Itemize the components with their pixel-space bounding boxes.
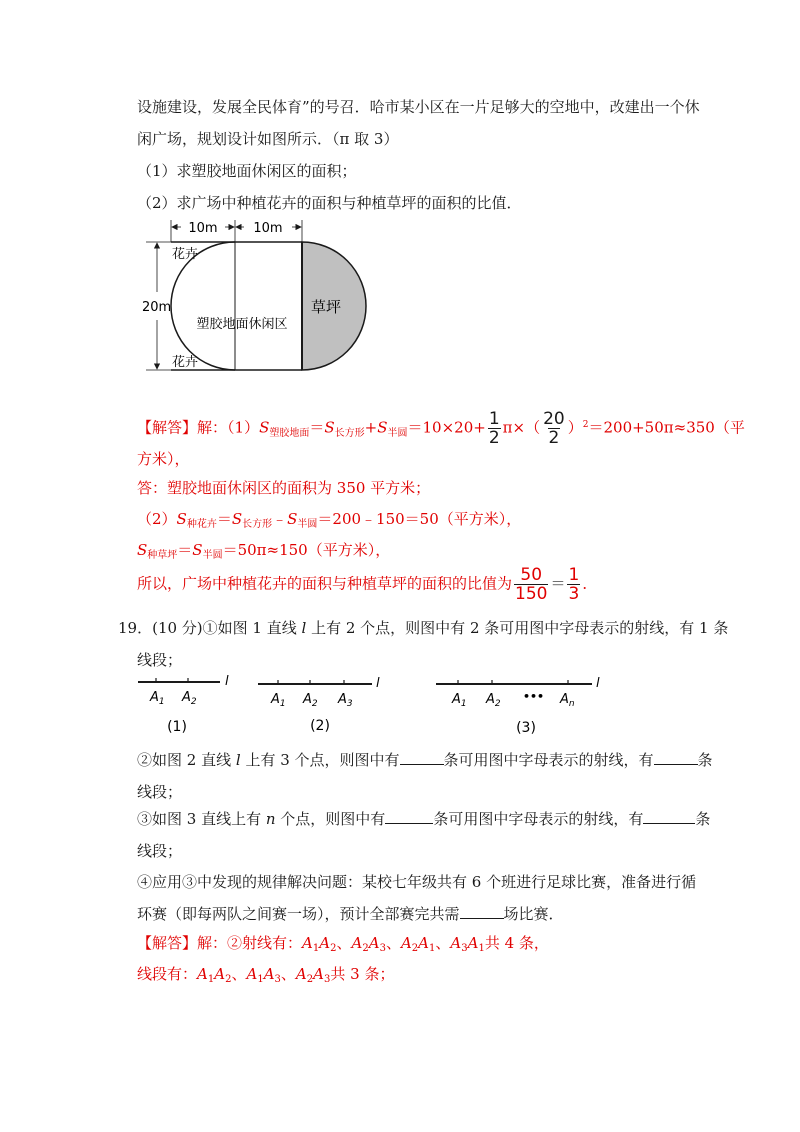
- math-sub: 半圆: [202, 550, 223, 561]
- math-var: A: [197, 965, 208, 983]
- math-sub: 1: [207, 974, 215, 985]
- segments-label: 线段有：: [137, 965, 198, 983]
- frac-num: 50: [520, 565, 543, 585]
- math-text: +: [364, 418, 378, 437]
- fraction-50-150: [514, 566, 548, 603]
- svg-text:A2: $A_2$: [303, 692, 318, 709]
- math-var: l: [235, 751, 241, 769]
- q19-part4-cont: [137, 903, 564, 925]
- q19-text: ①如图 1 直线: [202, 619, 302, 637]
- frac-den: 150: [515, 584, 548, 604]
- rays-count: 共 4 条，: [484, 934, 549, 952]
- math-sub: 3: [379, 943, 386, 954]
- frac-num: 20: [543, 409, 565, 429]
- math-text: ＝200+50π≈350（平: [588, 418, 745, 437]
- answer-blank-rays[interactable]: [400, 750, 444, 765]
- q19-text: 环赛（即每两队之间赛一场），预计全部赛完共需: [137, 905, 460, 923]
- math-sub: 2: [306, 974, 314, 985]
- math-var: S: [192, 541, 203, 559]
- math-var: n: [265, 810, 276, 828]
- math-var: A: [400, 934, 412, 952]
- math-var: A: [368, 934, 380, 952]
- answer-blank-segments[interactable]: [654, 750, 698, 765]
- line-figures: [130, 668, 620, 740]
- math-sub: 种花卉: [186, 519, 217, 530]
- separator: 、: [385, 934, 401, 952]
- math-var: A: [246, 965, 258, 983]
- frac-den: 2: [488, 428, 500, 448]
- question-2: （2）求广场中种植花卉的面积与种植草坪的面积的比值．: [137, 194, 522, 212]
- conclusion-text: 所以，广场中种植花卉的面积与种植草坪的面积的比值为: [137, 574, 513, 593]
- math-sub: 1: [429, 943, 436, 954]
- answer18-final: [137, 566, 597, 603]
- math-sub: 3: [274, 974, 281, 985]
- math-sub: 1: [312, 943, 320, 954]
- fraction-twenty-half: [542, 410, 566, 447]
- frac-num: 1: [488, 409, 500, 429]
- q19-text: 条: [695, 810, 711, 828]
- q19-stem: [118, 617, 728, 639]
- q19-text: 上有 2 个点，则图中有 2 条可用图中字母表示的射线，有 1 条: [306, 619, 729, 637]
- plaza-figure: [136, 218, 376, 378]
- question-number: 19．: [118, 619, 153, 637]
- svg-text:•••: •••: [523, 690, 545, 703]
- math-text: ＝: [177, 541, 193, 559]
- q19-part2: [137, 749, 713, 771]
- math-text: ＝200﹣150＝50（平方米），: [317, 510, 522, 528]
- math-var: S: [231, 510, 243, 528]
- svg-text:(3): (3): [516, 720, 536, 736]
- dim-left: 20m: [142, 300, 172, 315]
- math-sub: 1: [478, 943, 485, 954]
- separator: 、: [336, 934, 352, 952]
- separator: 、: [435, 934, 451, 952]
- intro-line-2: 闲广场，规划设计如图所示．（π 取 3）: [137, 130, 399, 148]
- jie-label: 解：: [197, 934, 228, 952]
- part-label: （1）: [227, 418, 260, 437]
- math-var: A: [302, 934, 313, 952]
- math-text: ）: [567, 418, 583, 437]
- answer18-part2: [137, 508, 521, 533]
- frac-num: 1: [568, 565, 580, 585]
- q19-text: 上有 3 个点，则图中有: [240, 751, 400, 769]
- q19-text: 条可用图中字母表示的射线，有: [443, 751, 654, 769]
- math-sub: 种草坪: [147, 550, 178, 561]
- q19-part3-cont: 线段；: [137, 842, 183, 860]
- label-plastic-area: 塑胶地面休闲区: [196, 317, 288, 332]
- math-var: A: [313, 965, 324, 983]
- math-sup: 2: [582, 419, 589, 430]
- math-var: A: [467, 934, 479, 952]
- q19-text: 场比赛．: [503, 905, 564, 923]
- math-text: ＝: [309, 418, 325, 437]
- answer18-part3: [137, 539, 390, 564]
- part-label: （2）: [137, 510, 177, 528]
- svg-text:A2: $A_2$: [182, 690, 197, 707]
- svg-text:(1): (1): [167, 719, 187, 735]
- math-var: A: [418, 934, 430, 952]
- q19-text: 条: [697, 751, 713, 769]
- math-sub: 半圆: [387, 427, 408, 439]
- q19-text: 条可用图中字母表示的射线，有: [433, 810, 644, 828]
- separator: 、: [280, 965, 296, 983]
- math-var: S: [259, 418, 270, 437]
- q19-text: 个点，则图中有: [275, 810, 386, 828]
- answer-tag: 【解答】: [137, 418, 198, 437]
- dim-top-left: 10m: [188, 221, 218, 236]
- label-grass: 草坪: [310, 298, 342, 316]
- fraction-1-3: [567, 566, 580, 603]
- math-var: S: [377, 418, 388, 437]
- math-text: ＝10×20+: [407, 418, 486, 437]
- answer-blank-matches[interactable]: [460, 904, 504, 919]
- intro-line-1: 设施建设，发展全民体育”的号召．哈市某小区在一片足够大的空地中，改建出一个休: [137, 98, 700, 116]
- math-sub: 1: [257, 974, 264, 985]
- question-score: (10 分): [152, 619, 203, 637]
- math-text: ﹣: [272, 510, 288, 528]
- answer19-rays: [137, 932, 549, 957]
- svg-text:A1: $A_1$: [150, 690, 165, 707]
- math-text: ＝: [550, 574, 566, 593]
- math-sub: 2: [362, 943, 369, 954]
- svg-text:A1: $A_1$: [271, 692, 286, 709]
- math-sub: 长方形: [334, 427, 365, 439]
- q19-text: ②如图 2 直线: [137, 751, 236, 769]
- answer-blank-segments[interactable]: [643, 809, 695, 824]
- answer-tag: 【解答】: [137, 934, 198, 952]
- q19-stem-cont: 线段；: [137, 651, 183, 669]
- svg-text:A3: $A_3$: [338, 692, 353, 709]
- math-sub: 半圆: [297, 519, 318, 530]
- frac-den: 2: [548, 428, 560, 448]
- q19-part2-cont: 线段；: [137, 783, 183, 801]
- answer-blank-rays[interactable]: [385, 809, 433, 824]
- math-text: ＝: [216, 510, 232, 528]
- svg-text:A2: $A_2$: [486, 692, 501, 709]
- math-var: S: [176, 510, 187, 528]
- math-var: S: [287, 510, 298, 528]
- math-text: ＝50π≈150（平方米），: [222, 541, 391, 559]
- svg-text:l: l: [225, 674, 229, 689]
- math-var: S: [324, 418, 335, 437]
- q19-text: ③如图 3 直线上有: [137, 810, 266, 828]
- math-sub: 3: [323, 974, 331, 985]
- separator: 、: [231, 965, 247, 983]
- q19-part4: ④应用③中发现的规律解决问题：某校七年级共有 6 个班进行足球比赛，准备进行循: [137, 873, 697, 891]
- math-var: l: [301, 619, 307, 637]
- answer19-segments: [137, 963, 394, 988]
- math-var: A: [351, 934, 363, 952]
- svg-text:l: l: [376, 676, 380, 691]
- answer18-part1: [137, 410, 745, 447]
- math-sub: 2: [411, 943, 419, 954]
- fraction-half: [488, 410, 501, 447]
- dim-top-right: 10m: [253, 221, 283, 236]
- jie-label: 解：: [197, 418, 228, 437]
- answer18-part1-cont: 方米），: [137, 450, 190, 468]
- label-flower-bottom: 花卉: [172, 355, 199, 370]
- math-var: A: [263, 965, 275, 983]
- math-var: A: [319, 934, 331, 952]
- svg-text:An: $A_n$: [560, 692, 575, 709]
- math-sub: 2: [330, 943, 337, 954]
- q19-part3: [137, 808, 710, 830]
- svg-text:(2): (2): [310, 718, 330, 734]
- rays-label: ②射线有：: [227, 934, 303, 952]
- math-sub: 长方形: [242, 519, 273, 530]
- math-var: A: [450, 934, 462, 952]
- math-var: A: [214, 965, 226, 983]
- math-text: π×（: [502, 418, 541, 437]
- math-sub: 2: [225, 974, 232, 985]
- svg-text:l: l: [596, 676, 600, 691]
- frac-den: 3: [568, 584, 580, 604]
- math-sub: 3: [461, 943, 468, 954]
- math-var: S: [137, 541, 148, 559]
- answer18-conclusion-1: 答：塑胶地面休闲区的面积为 350 平方米；: [137, 479, 431, 497]
- svg-text:A1: $A_1$: [452, 692, 467, 709]
- math-text: ．: [582, 574, 598, 593]
- math-var: A: [295, 965, 307, 983]
- label-flower-top: 花卉: [172, 247, 199, 262]
- question-1: （1）求塑胶地面休闲区的面积；: [137, 162, 357, 180]
- math-sub: 塑胶地面: [269, 427, 310, 439]
- segments-count: 共 3 条；: [330, 965, 395, 983]
